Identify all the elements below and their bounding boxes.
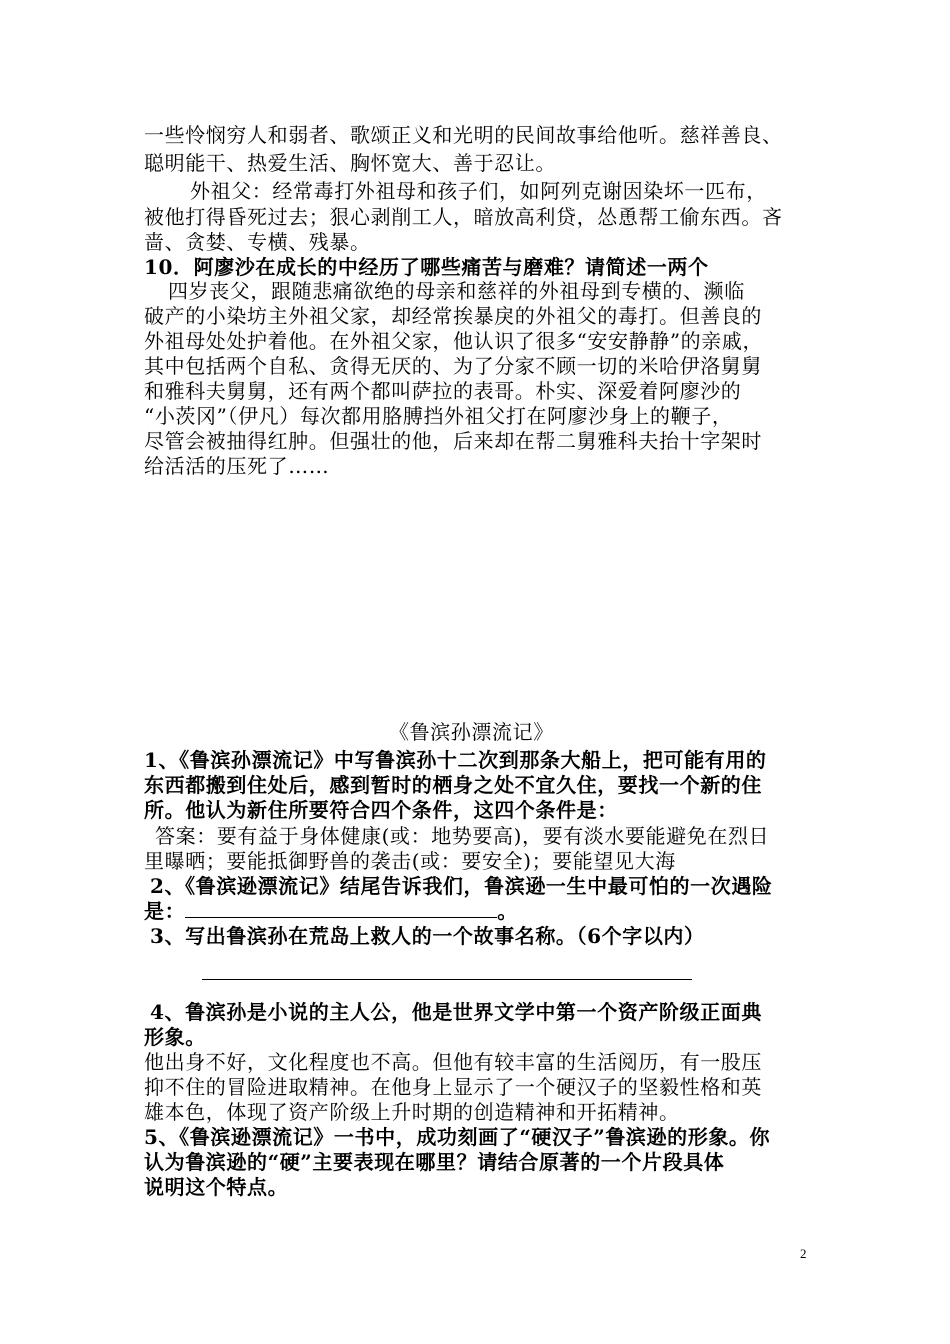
question-5-line: 认为鲁滨逊的“硬”主要表现在哪里？请结合原著的一个片段具体 [144,1150,725,1174]
answer-10-line: 给活活的压死了…… [144,454,330,478]
answer-10-line: 尽管会被抽得红肿。但强壮的他，后来却在帮二舅雅科夫抬十字架时 [144,429,762,453]
answer-blank-line[interactable] [202,979,692,980]
text-line: 啬、贪婪、专横、残暴。 [144,230,371,254]
text-line: 外祖父：经常毒打外祖母和孩子们，如阿列克谢因染坏一匹布， [190,179,767,203]
question-2-suffix: 。 [497,899,518,923]
answer-4-line: 他出身不好，文化程度也不高。但他有较丰富的生活阅历，有一股压 [144,1050,762,1074]
answer-10-line: 其中包括两个自私、贪得无厌的、为了分家不顾一切的米哈伊洛舅舅 [144,354,762,378]
question-2-line: 2、《鲁滨逊漂流记》结尾告诉我们，鲁滨逊一生中最可怕的一次遇险 [150,874,773,898]
page-number: 2 [800,1246,807,1261]
answer-1-line: 答案：要有益于身体健康(或：地势要高)，要有淡水要能避免在烈日 [155,824,770,848]
question-3: 3、写出鲁滨孙在荒岛上救人的一个故事名称。（6个字以内） [150,924,705,948]
answer-10-line: 和雅科夫舅舅，还有两个都叫萨拉的表哥。朴实、深爱着阿廖沙的 [144,379,742,403]
text-line: 被他打得昏死过去；狠心剥削工人，暗放高利贷，怂恿帮工偷东西。吝 [144,205,783,229]
answer-4-line: 雄本色，体现了资产阶级上升时期的创造精神和开拓精神。 [144,1100,680,1124]
section-title: 《鲁滨孙漂流记》 [389,720,554,744]
text-line: 聪明能干、热爱生活、胸怀宽大、善于忍让。 [144,151,556,175]
question-1-line: 东西都搬到住处后，感到暂时的栖身之处不宜久住，要找一个新的住 [144,773,762,797]
question-4-line: 形象。 [144,1025,206,1049]
answer-10-line: 破产的小染坊主外祖父家，却经常挨暴戾的外祖父的毒打。但善良的 [144,304,762,328]
question-1-line: 1、《鲁滨孙漂流记》中写鲁滨孙十二次到那条大船上，把可能有用的 [144,748,767,772]
question-1-line: 所。他认为新住所要符合四个条件，这四个条件是： [144,798,618,822]
answer-1-line: 里曝晒；要能抵御野兽的袭击(或：要安全)；要能望见大海 [144,849,676,873]
answer-10-line: 四岁丧父，跟随悲痛欲绝的母亲和慈祥的外祖母到专横的、濒临 [168,279,745,303]
text-line: 一些怜悯穷人和弱者、歌颂正义和光明的民间故事给他听。慈祥善良、 [144,123,783,147]
question-5-line: 5、《鲁滨逊漂流记》一书中，成功刻画了“硬汉子”鲁滨逊的形象。你 [144,1125,771,1149]
answer-blank[interactable] [185,899,497,918]
question-10: 10．阿廖沙在成长的中经历了哪些痛苦与磨难？请简述一两个 [144,255,709,279]
answer-4-line: 抑不住的冒险进取精神。在他身上显示了一个硬汉子的坚毅性格和英 [144,1075,762,1099]
question-4-line: 4、鲁滨孙是小说的主人公，他是世界文学中第一个资产阶级正面典 [150,1000,762,1024]
answer-10-line: “小茨冈”（伊凡）每次都用胳膊挡外祖父打在阿廖沙身上的鞭子， [144,404,733,428]
answer-10-line: 外祖母处处护着他。在外祖父家，他认识了很多“安安静静”的亲戚， [144,329,764,353]
question-5-line: 说明这个特点。 [144,1175,289,1199]
question-2-prefix: 是： [144,899,186,923]
question-2-line [144,899,824,923]
